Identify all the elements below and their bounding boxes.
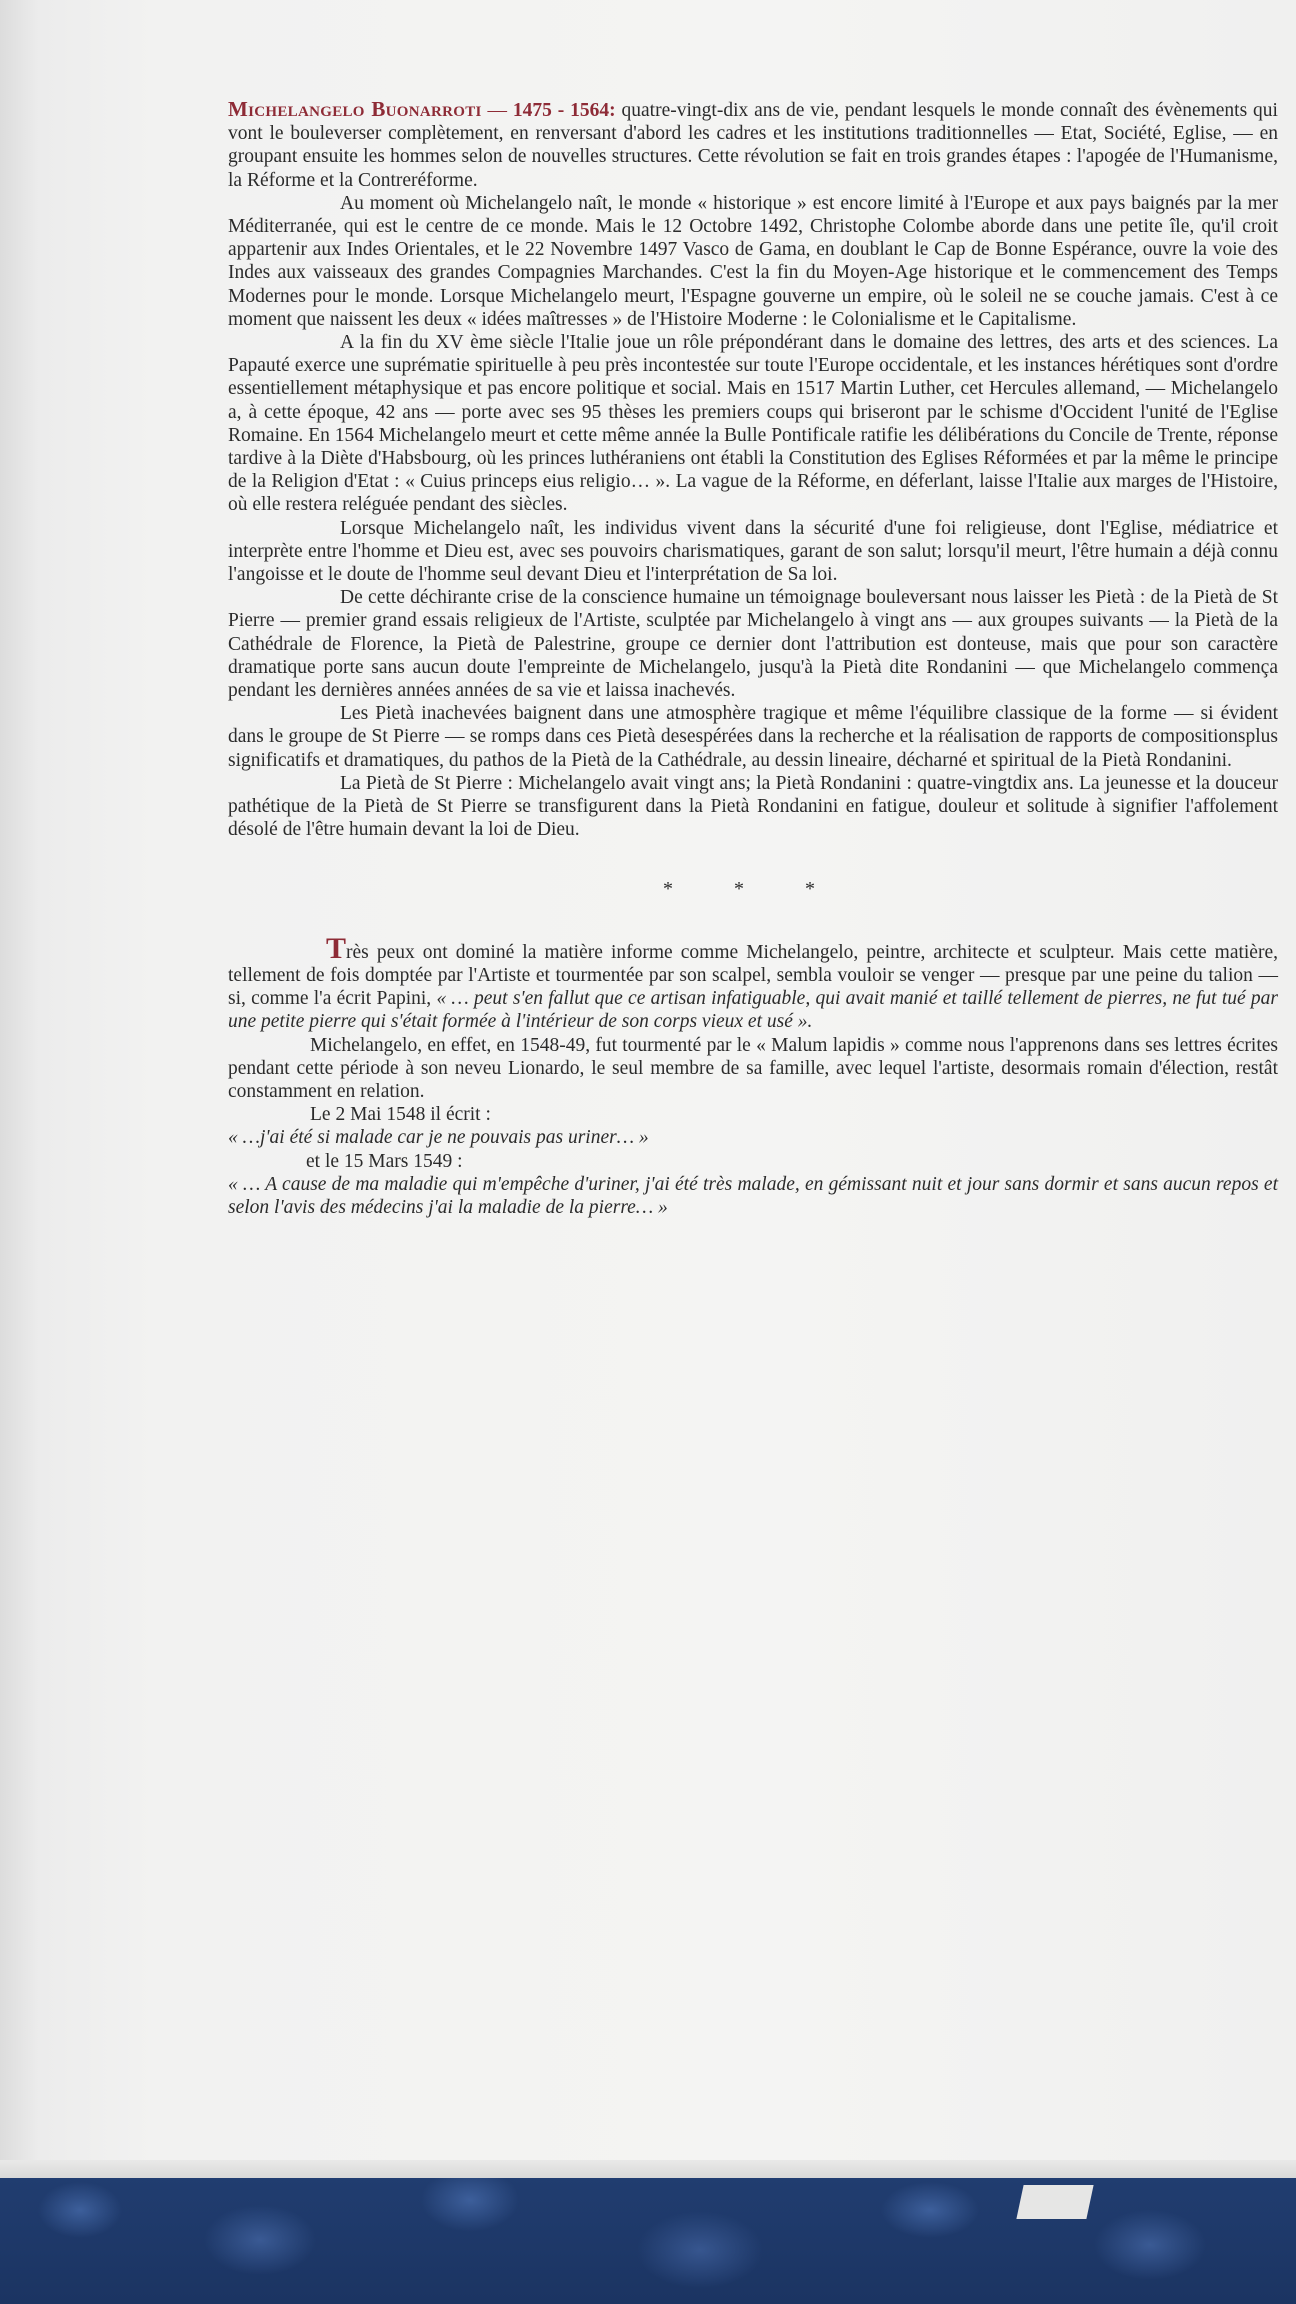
title-separator: —: [487, 100, 508, 121]
title-name: Michelangelo Buonarroti: [228, 97, 482, 121]
paragraph-5: De cette déchirante crise de la conscience humaine un témoignage bouleversant nous laisser les Pietà : de la Pietà de St Pierre — premier grand essais religieux de l'Artiste, sculptée par Michelangelo à vingt ans — aux groupes suivants — la Pietà de la Cathédrale de Florence, la Pietà de Palestrine, groupe ce dernier dont l'attribution est donteuse, mais que pour son caractère dramatique porte sans aucun doute l'empreinte de Michelangelo, jusqu'à la Pietà dite Rondanini — que Michelangelo commença pendant les dernières années années de sa vie et laissa inachevés.: [228, 587, 1278, 702]
section2-paragraph-1: [228, 931, 1278, 1034]
section-2: [228, 931, 1278, 1219]
paragraph-2: Au moment où Michelangelo naît, le monde « historique » est encore limité à l'Europe et aux pays baignés par la mer Méditerranée, qui est le centre de ce monde. Mais le 12 Octobre 1492, Christophe Colombe aborde dans une petite île, qu'il croit appartenir aux Indes Orientales, et le 22 Novembre 1497 Vasco de Gama, en doublant le Cap de Bonne Espérance, ouvre la voie des Indes aux vaisseaux des grandes Compagnies Marchandes. C'est la fin du Moyen-Age historique et le commencement des Temps Modernes pour le monde. Lorsque Michelangelo meurt, l'Espagne gouverne un empire, où le soleil ne se couche jamais. C'est à ce moment que naissent les deux « idées maîtresses » de l'Histoire Moderne : le Colonialisme et le Capitalisme.: [228, 192, 1278, 330]
section2-text: rès peux ont dominé la matière informe comme Michelangelo, peintre, architecte et sculpteur. Mais cette matière, tellement de fois domptée par l'Artiste et tourmentée par son scalpel, sembla vouloir se venger — presque par une peine du talion — si, comme l'a écrit Papini,: [228, 941, 1278, 1010]
drop-cap: T: [326, 931, 347, 965]
section-separator: * * *: [663, 877, 843, 900]
paragraph-intro-text: quatre-vingt-dix ans de vie, pendant lesquels le monde connaît des évènements qui vont le bouleverser complètement, en renversant d'abord les cadres et les institutions traditionnelles — Etat, Société, Eglise, — en groupant ensuite les hommes selon de nouvelles structures. Cette révolution se fait en trois grandes étapes : l'apogée de l'Humanisme, la Réforme et la Contreréforme.: [228, 100, 1278, 191]
paragraph-4: Lorsque Michelangelo naît, les individus vivent dans la sécurité d'une foi religieuse, dont l'Eglise, médiatrice et interprète entre l'homme et Dieu est, avec ses pouvoirs charismatiques, garant de son salut; lorsqu'il meurt, l'être humain a déjà connu l'angoisse et le doute de l'homme seul devant Dieu et l'interprétation de Sa loi.: [228, 517, 1278, 586]
page-edge: [0, 2160, 1296, 2178]
title-years: 1475 - 1564:: [512, 100, 616, 121]
letter-quote-2: « … A cause de ma maladie qui m'empêche d'uriner, j'ai été très malade, en gémissant nuit et jour sans dormir et sans aucun repos et selon l'avis des médecins j'ai la maladie de la pierre… »: [228, 1173, 1278, 1218]
letter-date-1: Le 2 Mai 1548 il écrit :: [310, 1104, 491, 1126]
page-fold: [1016, 2185, 1093, 2219]
letter-quote-1: « …j'ai été si malade car je ne pouvais pas uriner… »: [228, 1127, 649, 1149]
section2-paragraph-2: Michelangelo, en effet, en 1548-49, fut tourmenté par le « Malum lapidis » comme nous l'apprenons dans ses lettres écrites pendant cette période à son neveu Lionardo, le seul membre de sa famille, avec lequel l'artiste, desormais romain d'élection, restât constamment en relation.: [228, 1034, 1278, 1102]
papini-quote: « … peut s'en fallut que ce artisan infatiguable, qui avait manié et taillé tellement de pierres, ne fut tué par une petite pierre qui s'était formée à l'intérieur de son corps vieux et usé ».: [228, 988, 1278, 1033]
document-text: [228, 98, 1278, 1219]
paragraph-intro: [228, 98, 1278, 192]
paragraph-6: Les Pietà inachevées baignent dans une atmosphère tragique et même l'équilibre classique de la forme — si évident dans le groupe de St Pierre — se romps dans ces Pietà desespérées dans la recherche et la réalisation de rapports de compositionsplus significatifs et dramatiques, du pathos de la Pietà de la Cathédrale, au dessin lineaire, décharné et spiritual de la Pietà Rondanini.: [228, 703, 1278, 771]
paragraph-3: A la fin du XV ème siècle l'Italie joue un rôle prépondérant dans le domaine des lettres, des arts et des sciences. La Papauté exerce une suprématie spirituelle à peu près incontestée sur toute l'Europe occidentale, et les instances hérétiques sont d'ordre essentiellement métaphysique et pas encore politique et social. Mais en 1517 Martin Luther, cet Hercules allemand, — Michelangelo a, à cette époque, 42 ans — porte avec ses 95 thèses les premiers coups qui briseront par le schisme d'Occident l'unité de l'Eglise Romaine. En 1564 Michelangelo meurt et cette même année la Bulle Pontificale ratifie les délibérations du Concile de Trente, réponse tardive à la Diète d'Habsbourg, où les princes luthéraniens ont établi la Constitution des Eglises Réformées et par la même le principe de la Religion d'Etat : « Cuius princeps eius religio… ». La vague de la Réforme, en déferlant, laisse l'Italie aux marges de l'Histoire, où elle restera reléguée pendant des siècles.: [228, 332, 1278, 516]
letter-date-2: et le 15 Mars 1549 :: [306, 1150, 463, 1172]
paragraph-7: La Pietà de St Pierre : Michelangelo avait vingt ans; la Pietà Rondanini : quatre-vingtdix ans. La jeunesse et la douceur pathétique de la Pietà de St Pierre se transfigurent dans la Pietà Rondanini en fatigue, douleur et solitude à signifier l'affolement désolé de l'être humain devant la loi de Dieu.: [228, 772, 1278, 841]
